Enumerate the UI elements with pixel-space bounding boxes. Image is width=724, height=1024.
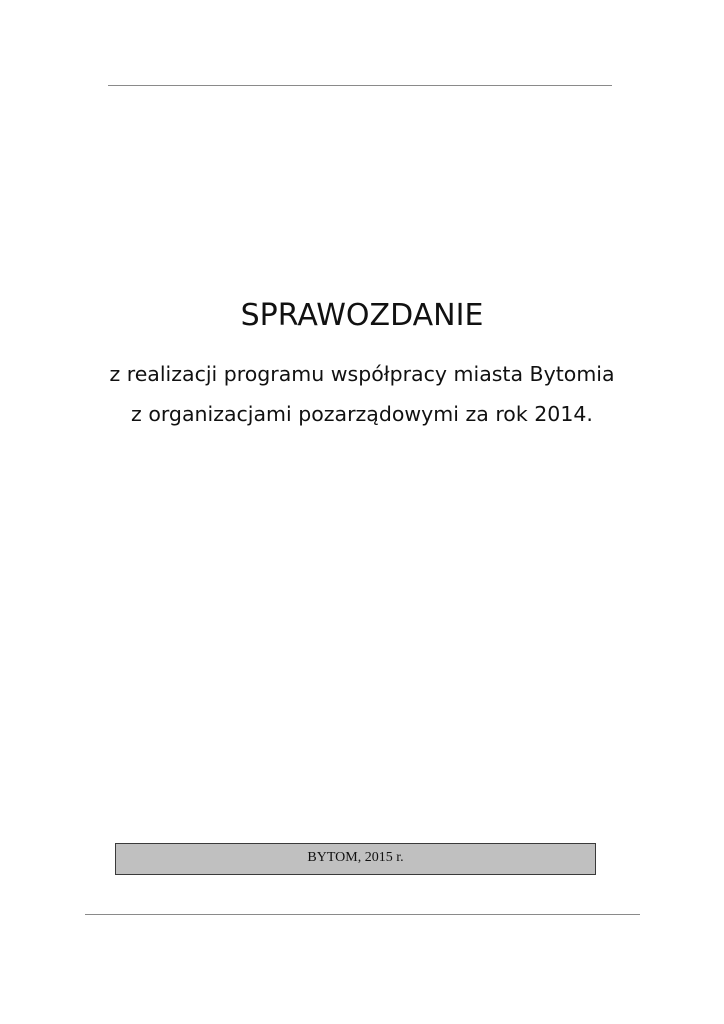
subtitle-line-1: z realizacji programu współpracy miasta Bytomia bbox=[109, 362, 615, 386]
place-date-text: BYTOM, 2015 r. bbox=[307, 850, 404, 865]
subtitle-line-2: z organizacjami pozarządowymi za rok 2014. bbox=[131, 402, 593, 426]
document-title: SPRAWOZDANIE bbox=[240, 298, 484, 333]
top-divider bbox=[108, 85, 612, 86]
place-date-box bbox=[115, 843, 596, 875]
bottom-divider bbox=[85, 914, 640, 915]
